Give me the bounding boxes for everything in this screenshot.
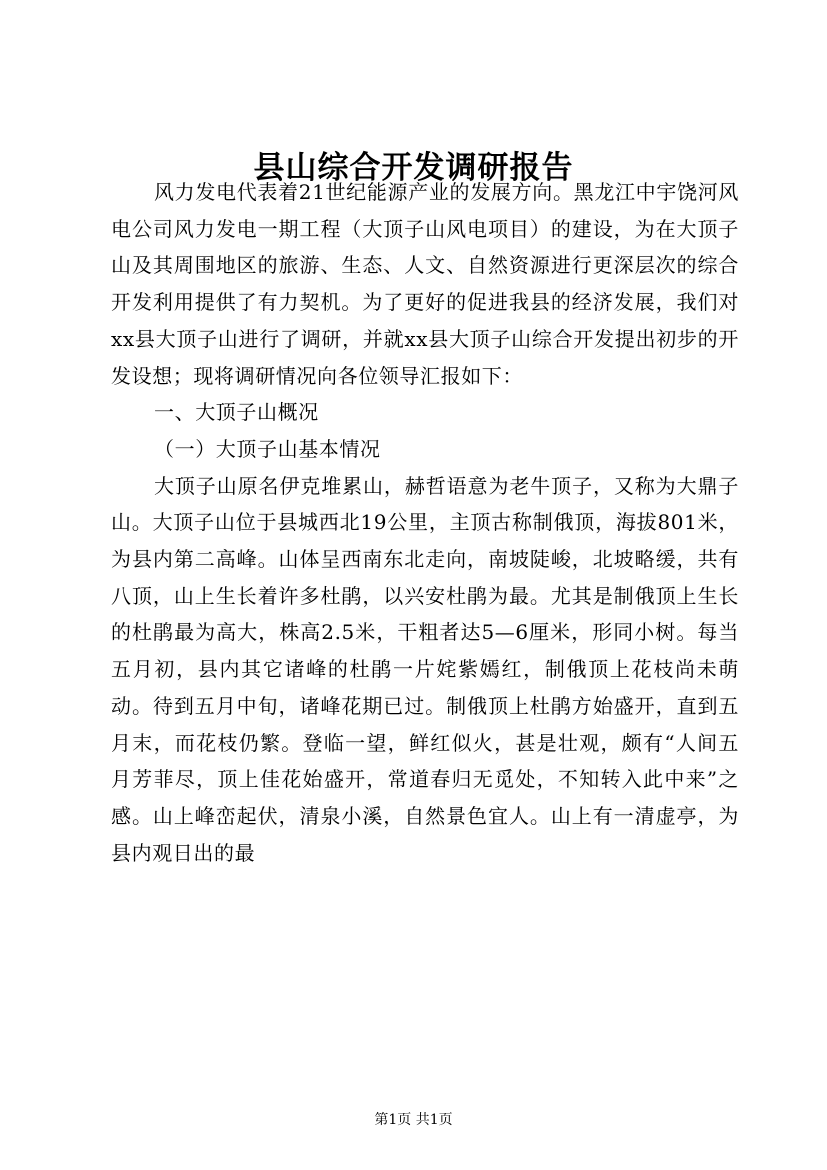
paragraph-description: 大顶子山原名伊克堆累山，赫哲语意为老牛顶子，又称为大鼎子山。大顶子山位于县城西北19公里，主顶古称制俄顶，海拔801米，为县内第二高峰。山体呈西南东北走向，南坡陡峻，北坡略缓，共有八顶，山上生长着许多杜鹃，以兴安杜鹃为最。尤其是制俄顶上生长的杜鹃最为高大，株高2.5米，干粗者达5—6厘米，形同小树。每当五月初，县内其它诸峰的杜鹃一片姹紫嫣红，制俄顶上花枝尚未萌动。待到五月中旬，诸峰花期已过。制俄顶上杜鹃方始盛开，直到五月末，而花枝仍繁。登临一望，鲜红似火，甚是壮观，颇有“人间五月芳菲尽，顶上佳花始盛开，常道春归无觅处，不知转入此中来”之感。山上峰峦起伏，清泉小溪，自然景色宜人。山上有一清虚亭，为县内观日出的最: [111, 473, 739, 865]
document-title: 县山综合开发调研报告: [253, 150, 574, 186]
page-footer: 第1页 共1页: [374, 1112, 453, 1128]
document-body: [111, 174, 739, 871]
section-heading: 一、大顶子山概况: [154, 400, 319, 425]
subsection-heading: （一）大顶子山基本情况: [154, 436, 381, 461]
paragraph-intro: 风力发电代表着21世纪能源产业的发展方向。黑龙江中宇饶河风电公司风力发电一期工程（大顶子山风电项目）的建设，为在大顶子山及其周围地区的旅游、生态、人文、自然资源进行更深层次的综合开发利用提供了有力契机。为了更好的促进我县的经济发展，我们对xx县大顶子山进行了调研，并就xx县大顶子山综合开发提出初步的开发设想；现将调研情况向各位领导汇报如下：: [111, 180, 739, 388]
